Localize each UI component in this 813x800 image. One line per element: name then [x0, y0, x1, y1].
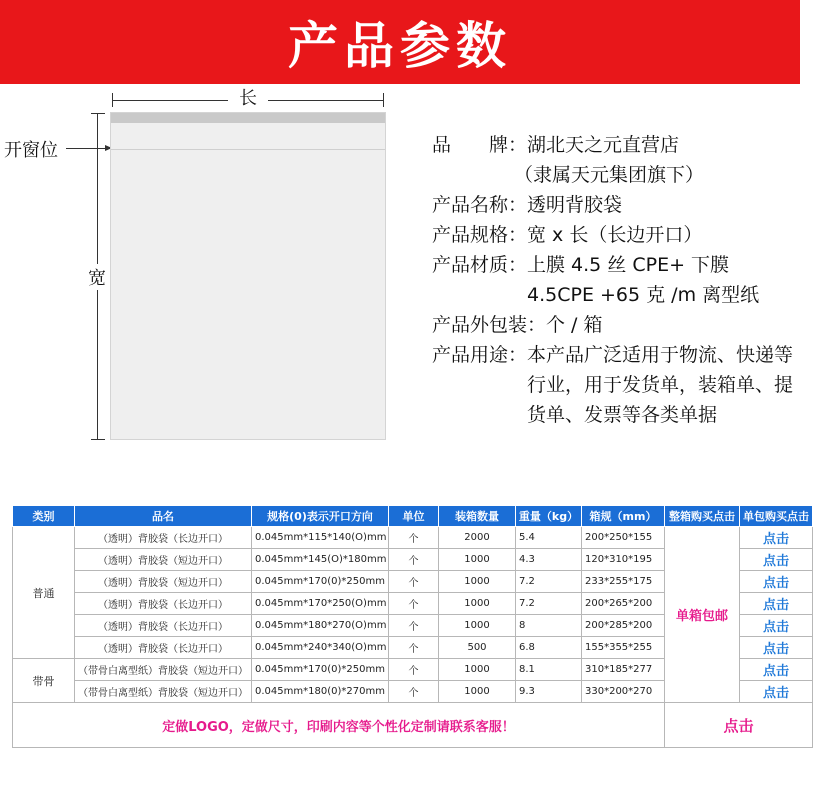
name-cell: （透明）背胶袋（短边开口） — [75, 549, 252, 571]
customization-click-link[interactable]: 点击 — [665, 703, 813, 748]
weight-cell: 9.3 — [516, 681, 582, 703]
window-position-arrow-icon — [66, 148, 110, 149]
single-buy-link[interactable]: 点击 — [740, 637, 813, 659]
box-cell: 120*310*195 — [582, 549, 665, 571]
qty-cell: 1000 — [439, 615, 516, 637]
header-name: 品名 — [75, 506, 252, 527]
box-cell: 200*265*200 — [582, 593, 665, 615]
length-dimension-tick-left — [112, 93, 113, 107]
spec-label: 产品规格： — [432, 224, 528, 246]
spec-brand-group — [432, 160, 800, 190]
spec-label: 品 牌： — [432, 134, 528, 156]
weight-cell: 8.1 — [516, 659, 582, 681]
spec-cell: 0.045mm*170(0)*250mm — [252, 659, 389, 681]
qty-cell: 1000 — [439, 681, 516, 703]
width-dimension-tick-top — [91, 113, 105, 114]
spec-label: 产品名称： — [432, 194, 528, 216]
name-cell: （透明）背胶袋（长边开口） — [75, 527, 252, 549]
unit-cell: 个 — [389, 615, 439, 637]
weight-cell: 8 — [516, 615, 582, 637]
single-buy-link[interactable]: 点击 — [740, 549, 813, 571]
single-buy-link[interactable]: 点击 — [740, 659, 813, 681]
width-dimension-tick-bottom — [91, 439, 105, 440]
unit-cell: 个 — [389, 659, 439, 681]
table-header-row — [13, 506, 813, 527]
box-cell: 200*285*200 — [582, 615, 665, 637]
weight-cell: 4.3 — [516, 549, 582, 571]
spec-value: 上膜 4.5 丝 CPE+ 下膜 4.5CPE +65 克 /m 离型纸 — [527, 254, 760, 306]
spec-cell: 0.045mm*240*340(O)mm — [252, 637, 389, 659]
box-cell: 310*185*277 — [582, 659, 665, 681]
spec-size — [432, 220, 800, 250]
spec-label: 产品用途： — [432, 344, 528, 366]
qty-cell: 1000 — [439, 659, 516, 681]
spec-value: 湖北天之元直营店 — [527, 134, 680, 156]
spec-label: 产品外包装： — [432, 314, 547, 336]
qty-cell: 2000 — [439, 527, 516, 549]
spec-value: 个 / 箱 — [546, 314, 603, 336]
header-qty: 装箱数量 — [439, 506, 516, 527]
name-cell: （带骨白离型纸）背胶袋（短边开口） — [75, 681, 252, 703]
name-cell: （透明）背胶袋（长边开口） — [75, 637, 252, 659]
unit-cell: 个 — [389, 571, 439, 593]
header-box-buy: 整箱购买点击 — [665, 506, 740, 527]
adhesive-strip — [111, 113, 385, 123]
box-cell: 233*255*175 — [582, 571, 665, 593]
single-buy-link[interactable]: 点击 — [740, 571, 813, 593]
weight-cell: 5.4 — [516, 527, 582, 549]
spec-cell: 0.045mm*115*140(O)mm — [252, 527, 389, 549]
header-spec: 规格(0)表示开口方向 — [252, 506, 389, 527]
length-label: 长 — [228, 84, 268, 110]
spec-packaging — [432, 310, 800, 340]
header-weight: 重量（kg） — [516, 506, 582, 527]
category-cell: 普通 — [13, 527, 75, 659]
qty-cell: 1000 — [439, 571, 516, 593]
spec-cell: 0.045mm*170*250(O)mm — [252, 593, 389, 615]
spec-value: 本产品广泛适用于物流、快递等行业，用于发货单，装箱单、提货单、发票等各类单据 — [527, 344, 794, 426]
name-cell: （透明）背胶袋（长边开口） — [75, 593, 252, 615]
category-cell: 带骨 — [13, 659, 75, 703]
title-banner — [0, 0, 800, 84]
spec-cell: 0.045mm*180*270(O)mm — [252, 615, 389, 637]
window-position-label: 开窗位 — [4, 140, 58, 161]
weight-cell: 7.2 — [516, 571, 582, 593]
qty-cell: 1000 — [439, 593, 516, 615]
header-category: 类别 — [13, 506, 75, 527]
unit-cell: 个 — [389, 549, 439, 571]
width-label: 宽 — [84, 264, 110, 290]
table-footer-row — [13, 703, 813, 748]
spec-product-name — [432, 190, 800, 220]
single-buy-link[interactable]: 点击 — [740, 681, 813, 703]
spec-value: 透明背胶袋 — [527, 194, 623, 216]
unit-cell: 个 — [389, 527, 439, 549]
customization-note: 定做LOGO，定做尺寸，印刷内容等个性化定制请联系客服！ — [13, 703, 665, 748]
qty-cell: 500 — [439, 637, 516, 659]
bag-illustration — [110, 112, 386, 440]
window-line — [111, 149, 385, 150]
single-buy-link[interactable]: 点击 — [740, 615, 813, 637]
name-cell: （透明）背胶袋（短边开口） — [75, 571, 252, 593]
spec-value: 宽 x 长（长边开口） — [527, 224, 703, 246]
header-unit: 单位 — [389, 506, 439, 527]
spec-value: （隶属天元集团旗下） — [514, 164, 705, 186]
spec-usage — [432, 340, 800, 430]
single-buy-link[interactable]: 点击 — [740, 527, 813, 549]
unit-cell: 个 — [389, 637, 439, 659]
unit-cell: 个 — [389, 593, 439, 615]
spec-cell: 0.045mm*170(0)*250mm — [252, 571, 389, 593]
box-cell: 155*355*255 — [582, 637, 665, 659]
name-cell: （透明）背胶袋（长边开口） — [75, 615, 252, 637]
box-cell: 200*250*155 — [582, 527, 665, 549]
weight-cell: 7.2 — [516, 593, 582, 615]
spec-label: 产品材质： — [432, 254, 528, 276]
header-box: 箱规（mm） — [582, 506, 665, 527]
spec-material — [432, 250, 800, 310]
spec-cell: 0.045mm*145(O)*180mm — [252, 549, 389, 571]
box-buy-cell[interactable]: 单箱包邮 — [665, 527, 740, 703]
unit-cell: 个 — [389, 681, 439, 703]
product-specs — [432, 130, 800, 430]
table-row — [13, 527, 813, 549]
header-single-buy: 单包购买点击 — [740, 506, 813, 527]
qty-cell: 1000 — [439, 549, 516, 571]
single-buy-link[interactable]: 点击 — [740, 593, 813, 615]
spec-cell: 0.045mm*180(0)*270mm — [252, 681, 389, 703]
spec-brand — [432, 130, 800, 160]
product-table — [12, 505, 813, 748]
name-cell: （带骨白离型纸）背胶袋（短边开口） — [75, 659, 252, 681]
length-dimension-tick-right — [383, 93, 384, 107]
weight-cell: 6.8 — [516, 637, 582, 659]
box-cell: 330*200*270 — [582, 681, 665, 703]
page-title: 产品参数 — [288, 17, 512, 75]
